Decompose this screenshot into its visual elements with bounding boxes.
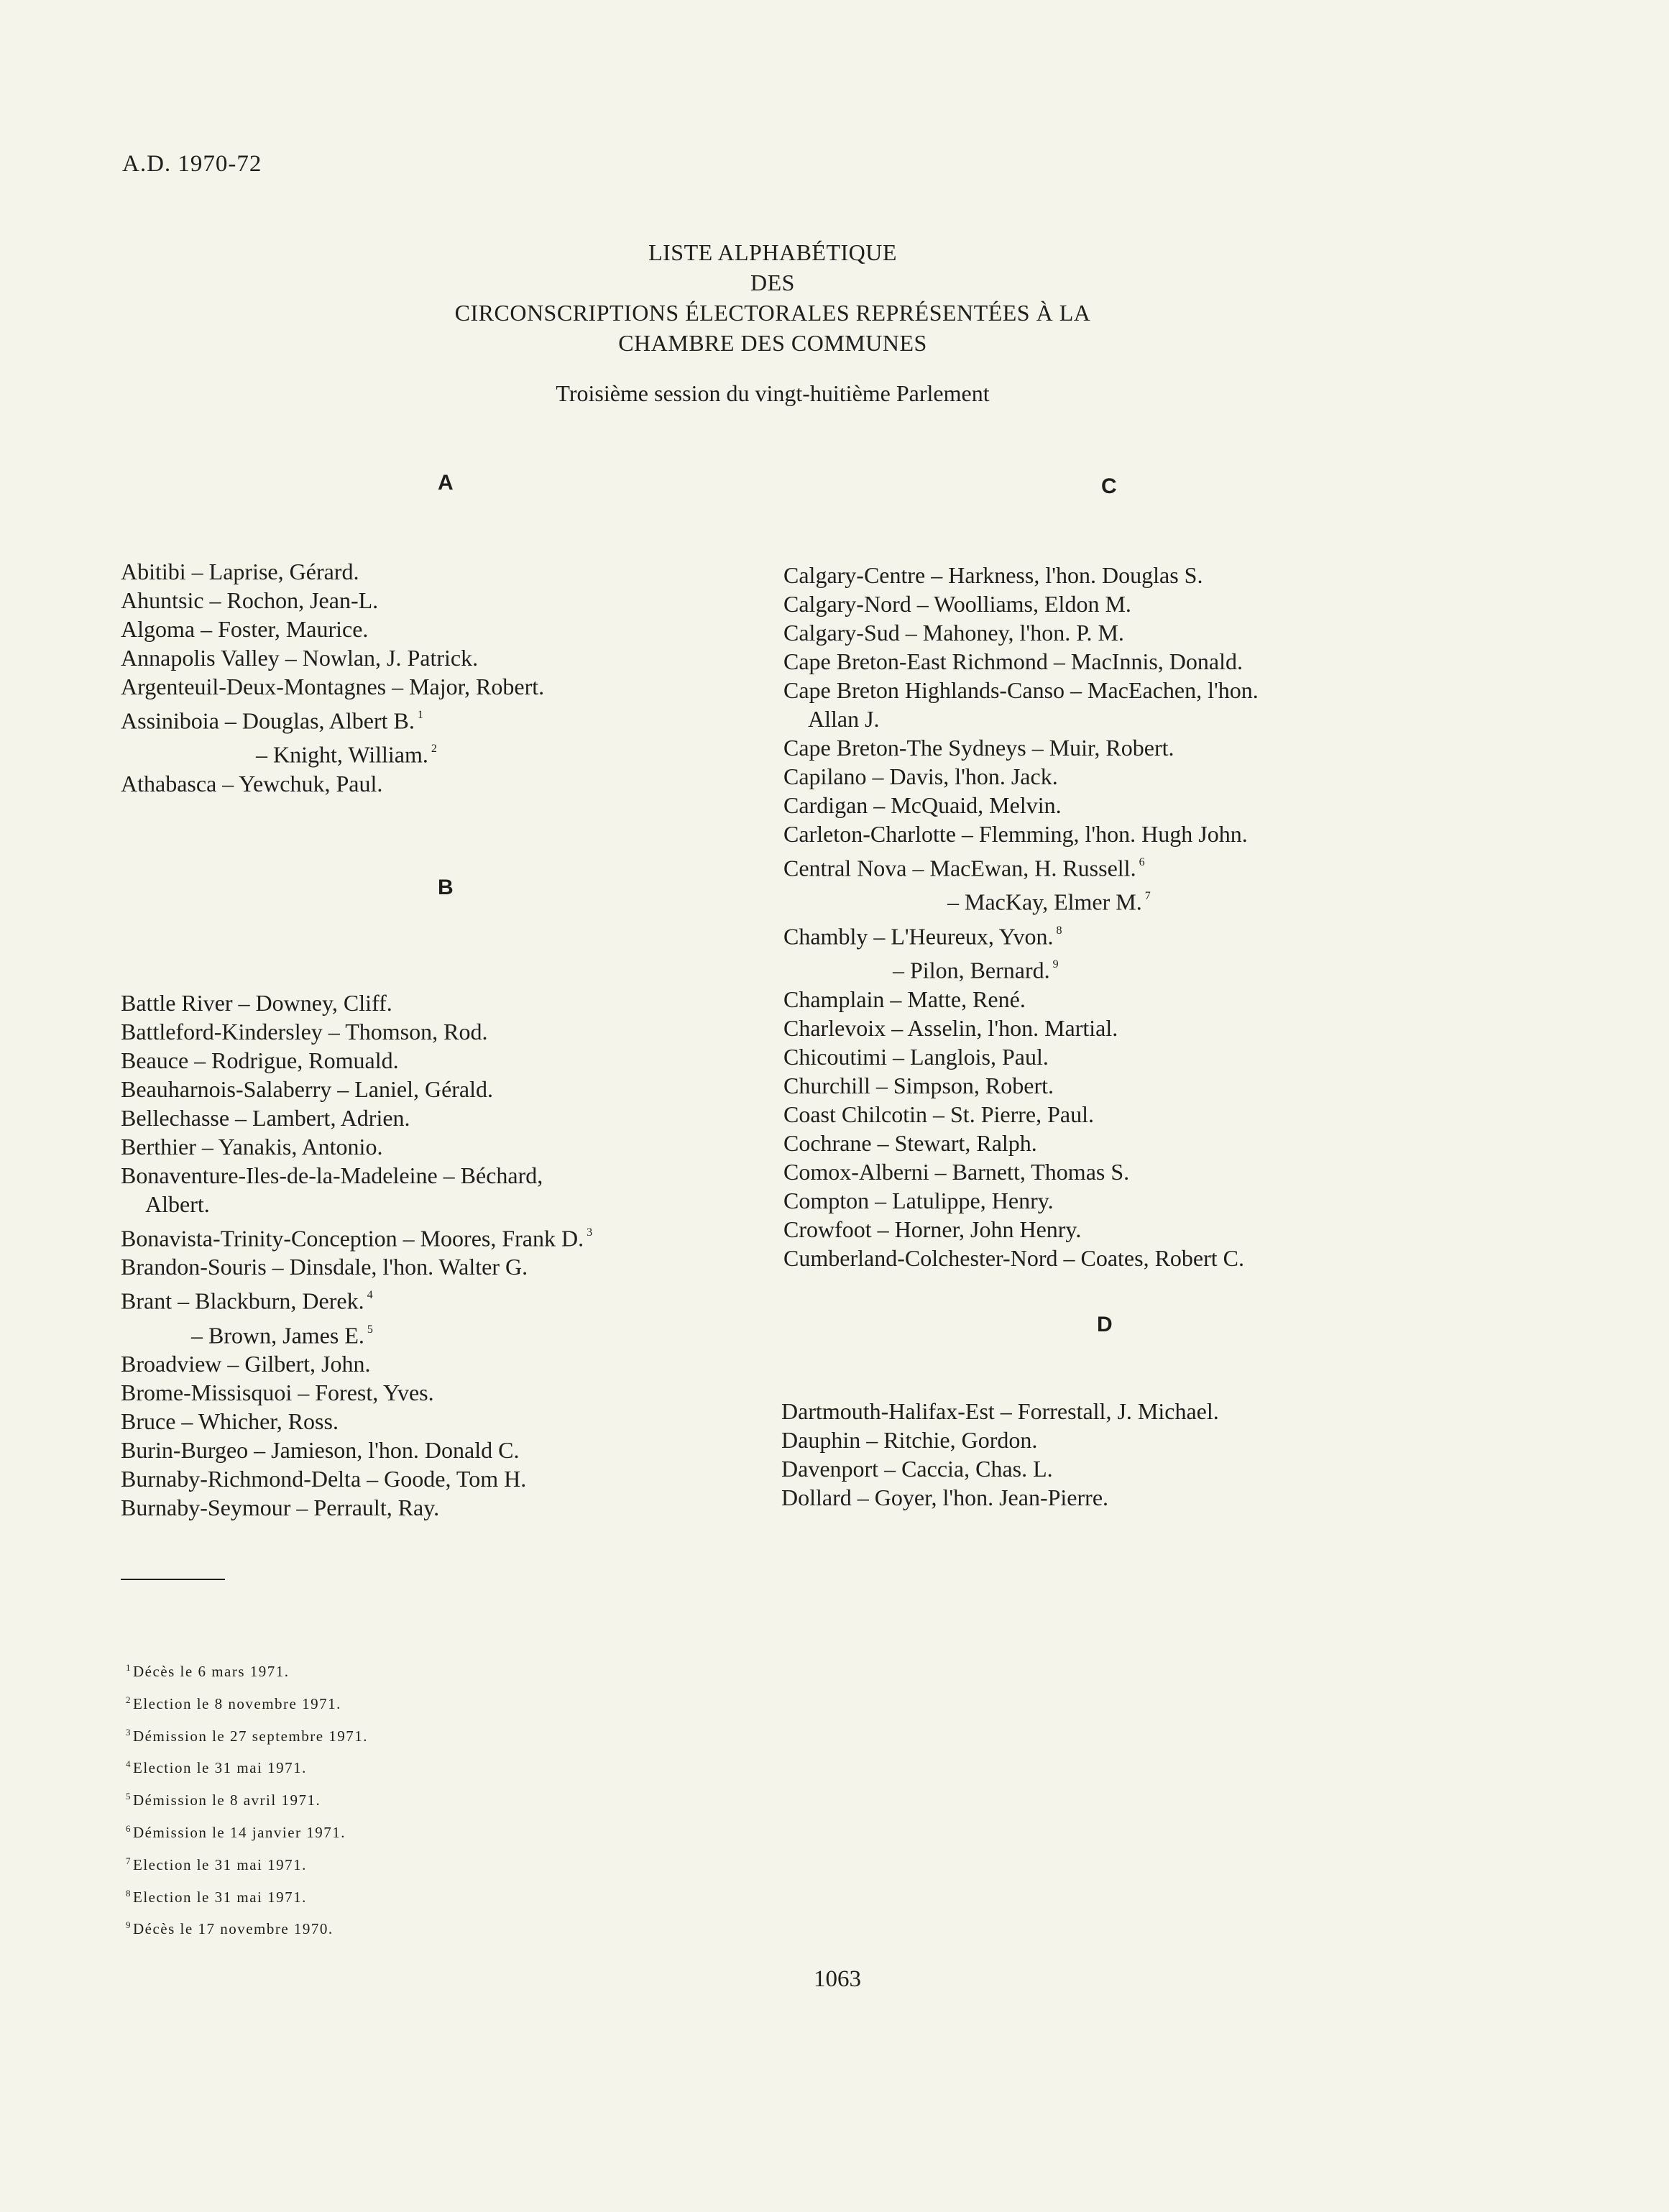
- section-letter-a: A: [438, 471, 454, 495]
- list-item: Crowfoot – Horner, John Henry.: [783, 1216, 1082, 1242]
- list-item: Chambly – L'Heureux, Yvon. $^8$: [783, 923, 1062, 950]
- footnote: $^3$Démission le 27 septembre 1971.: [126, 1726, 369, 1745]
- list-item: Beauce – Rodrigue, Romuald.: [121, 1047, 399, 1073]
- list-item: Dollard – Goyer, l'hon. Jean-Pierre.: [781, 1484, 1109, 1510]
- footnote-ref: 1: [417, 709, 423, 721]
- list-item: Beauharnois-Salaberry – Laniel, Gérald.: [121, 1076, 494, 1102]
- list-item: Battle River – Downey, Cliff.: [121, 990, 392, 1016]
- list-item: Burnaby-Seymour – Perrault, Ray.: [121, 1495, 440, 1521]
- list-item: Argenteuil-Deux-Montagnes – Major, Robert.: [121, 674, 545, 699]
- list-item: – Brown, James E. $^5$: [191, 1322, 373, 1349]
- list-item: Assiniboia – Douglas, Albert B. $^1$: [121, 707, 423, 734]
- footnote-ref: 2: [431, 743, 437, 756]
- list-item: Dartmouth-Halifax-Est – Forrestall, J. Michael.: [781, 1398, 1219, 1424]
- list-item: Calgary-Centre – Harkness, l'hon. Douglas S.: [783, 562, 1203, 588]
- list-item: Dauphin – Ritchie, Gordon.: [781, 1427, 1038, 1453]
- list-item: Battleford-Kindersley – Thomson, Rod.: [121, 1019, 488, 1045]
- list-item: Cape Breton-East Richmond – MacInnis, Donald.: [783, 648, 1243, 674]
- title-line: DES: [750, 270, 795, 295]
- list-item: Brandon-Souris – Dinsdale, l'hon. Walter G.: [121, 1254, 528, 1280]
- footnote: $^1$Décès le 6 mars 1971.: [126, 1662, 290, 1680]
- list-item: Coast Chilcotin – St. Pierre, Paul.: [783, 1101, 1094, 1127]
- list-item: Cumberland-Colchester-Nord – Coates, Robert C.: [783, 1244, 1244, 1271]
- footnote-ref: 9: [1052, 958, 1059, 971]
- list-item: – MacKay, Elmer M. $^7$: [947, 889, 1151, 915]
- list-item: Burin-Burgeo – Jamieson, l'hon. Donald C.: [121, 1437, 520, 1464]
- list-item: Chicoutimi – Langlois, Paul.: [783, 1043, 1049, 1070]
- section-letter-c: C: [1101, 474, 1117, 498]
- section-c-list: [783, 561, 1259, 1272]
- list-item: Calgary-Nord – Woolliams, Eldon M.: [783, 591, 1131, 617]
- list-item: Carleton-Charlotte – Flemming, l'hon. Hugh John.: [783, 821, 1248, 847]
- footnote: $^7$Election le 31 mai 1971.: [126, 1855, 307, 1873]
- list-item: Burnaby-Richmond-Delta – Goode, Tom H.: [121, 1466, 527, 1492]
- title-line: CIRCONSCRIPTIONS ÉLECTORALES REPRÉSENTÉES À LA: [454, 300, 1091, 326]
- section-letter-b: B: [438, 876, 454, 899]
- list-item: Bruce – Whicher, Ross.: [121, 1408, 339, 1435]
- footnote-ref: 6: [1139, 856, 1145, 868]
- list-item: – Pilon, Bernard. $^9$: [893, 957, 1059, 983]
- list-item: Annapolis Valley – Nowlan, J. Patrick.: [121, 645, 479, 671]
- list-item: Bonaventure-Iles-de-la-Madeleine – Béchard,: [121, 1162, 543, 1188]
- list-item: Churchill – Simpson, Robert.: [783, 1072, 1054, 1098]
- list-item: Comox-Alberni – Barnett, Thomas S.: [783, 1158, 1130, 1185]
- list-item: Bonavista-Trinity-Conception – Moores, Frank D. $^3$: [121, 1225, 593, 1252]
- footnote: $^6$Démission le 14 janvier 1971.: [126, 1822, 346, 1841]
- header-date: A.D. 1970-72: [122, 151, 262, 177]
- list-item: Brant – Blackburn, Derek. $^4$: [121, 1288, 373, 1314]
- section-letter-d: D: [1097, 1313, 1113, 1336]
- footnote: $^8$Election le 31 mai 1971.: [126, 1887, 307, 1906]
- page-number: 1063: [814, 1966, 861, 1992]
- list-item: Athabasca – Yewchuk, Paul.: [121, 770, 383, 797]
- list-item: Central Nova – MacEwan, H. Russell. $^6$: [783, 855, 1145, 881]
- subtitle: Troisième session du vingt-huitième Parlement: [556, 380, 990, 406]
- list-item: Algoma – Foster, Maurice.: [121, 616, 369, 642]
- list-item: Bellechasse – Lambert, Adrien.: [121, 1105, 410, 1131]
- title-block: [316, 237, 1229, 408]
- list-item: Albert.: [145, 1191, 210, 1217]
- footnote-ref: 5: [367, 1323, 373, 1336]
- title-line: LISTE ALPHABÉTIQUE: [648, 239, 897, 265]
- footnote: $^2$Election le 8 novembre 1971.: [126, 1694, 341, 1712]
- list-item: Cardigan – McQuaid, Melvin.: [783, 792, 1062, 818]
- list-item: Cape Breton-The Sydneys – Muir, Robert.: [783, 735, 1174, 761]
- list-item: Champlain – Matte, René.: [783, 986, 1026, 1012]
- list-item: Brome-Missisquoi – Forest, Yves.: [121, 1380, 434, 1406]
- list-item: Davenport – Caccia, Chas. L.: [781, 1456, 1053, 1482]
- list-item: Berthier – Yanakis, Antonio.: [121, 1134, 383, 1160]
- section-a-list: [121, 557, 544, 798]
- footnote-ref: 3: [587, 1226, 593, 1239]
- section-b-list: [121, 988, 592, 1522]
- list-item: Abitibi – Laprise, Gérard.: [121, 559, 359, 584]
- footnote-ref: 4: [367, 1289, 373, 1302]
- footnote-divider: [121, 1579, 225, 1580]
- footnotes: [126, 1653, 368, 1943]
- list-item: Compton – Latulippe, Henry.: [783, 1187, 1054, 1213]
- footnote-ref: 7: [1144, 890, 1151, 903]
- list-item: – Knight, William. $^2$: [256, 741, 437, 768]
- section-d-list: [781, 1397, 1219, 1512]
- list-item: Cape Breton Highlands-Canso – MacEachen, l'hon.: [783, 677, 1259, 703]
- list-item: Charlevoix – Asselin, l'hon. Martial.: [783, 1014, 1118, 1041]
- title-line: CHAMBRE DES COMMUNES: [618, 330, 927, 356]
- list-item: Allan J.: [808, 706, 880, 732]
- list-item: Broadview – Gilbert, John.: [121, 1351, 371, 1377]
- list-item: Calgary-Sud – Mahoney, l'hon. P. M.: [783, 620, 1124, 646]
- footnote: $^4$Election le 31 mai 1971.: [126, 1758, 307, 1777]
- list-item: Cochrane – Stewart, Ralph.: [783, 1129, 1037, 1156]
- footnote: $^5$Démission le 8 avril 1971.: [126, 1791, 321, 1809]
- footnote: $^9$Décès le 17 novembre 1970.: [126, 1919, 334, 1938]
- list-item: Ahuntsic – Rochon, Jean-L.: [121, 587, 379, 613]
- list-item: Capilano – Davis, l'hon. Jack.: [783, 763, 1058, 789]
- footnote-ref: 8: [1056, 924, 1062, 937]
